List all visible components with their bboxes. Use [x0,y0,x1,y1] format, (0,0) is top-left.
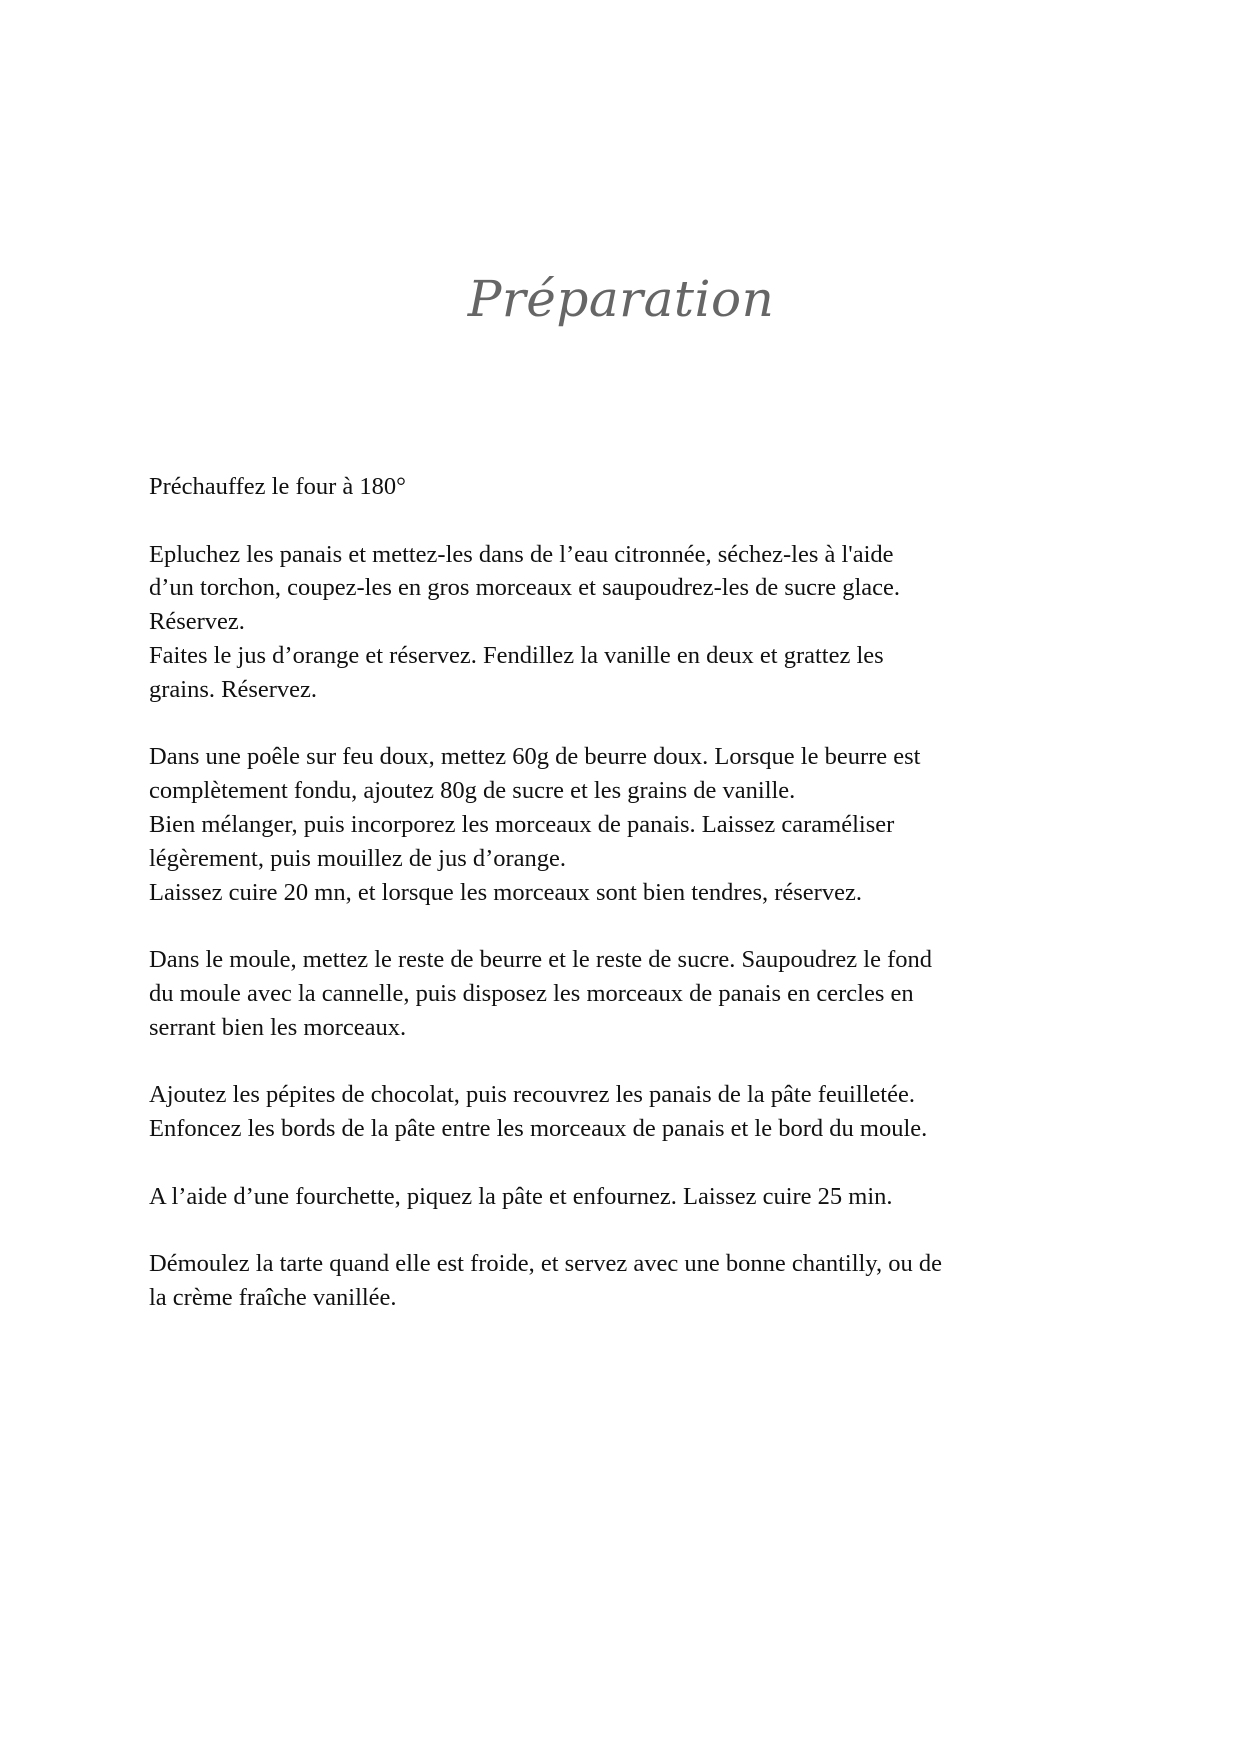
text-line: Ajoutez les pépites de chocolat, puis recouvrez les panais de la pâte feuilletée. [149,1081,915,1109]
text-line: d’un torchon, coupez-les en gros morceaux et saupoudrez-les de sucre glace. [149,574,901,602]
paragraph-mold [149,943,1109,1044]
text-line: Laissez cuire 20 mn, et lorsque les morceaux sont bien tendres, réservez. [149,878,862,906]
recipe-body [149,470,1109,1349]
paragraph-prepare-parsnips [149,538,1109,707]
text-line: Dans le moule, mettez le reste de beurre et le reste de sucre. Saupoudrez le fond [149,946,932,974]
text-line: Faites le jus d’orange et réservez. Fendillez la vanille en deux et grattez les [149,641,884,669]
page-title: Préparation [467,270,775,328]
paragraph-pastry [149,1078,1109,1146]
text-line: légèrement, puis mouillez de jus d’orange. [149,844,567,872]
paragraph-preheat [149,470,1109,504]
text-line: A l’aide d’une fourchette, piquez la pâte et enfournez. Laissez cuire 25 min. [149,1182,893,1210]
text-line: serrant bien les morceaux. [149,1013,407,1041]
text-line: Réservez. [149,608,245,636]
text-line: grains. Réservez. [149,675,318,703]
text-line: Préchauffez le four à 180° [149,473,406,500]
text-line: Démoulez la tarte quand elle est froide, et servez avec une bonne chantilly, ou de [149,1250,942,1278]
text-line: Dans une poêle sur feu doux, mettez 60g de beurre doux. Lorsque le beurre est [149,743,921,771]
paragraph-serve [149,1247,1109,1315]
text-line: du moule avec la cannelle, puis disposez les morceaux de panais en cercles en [149,979,914,1007]
paragraph-bake [149,1180,1109,1214]
text-line: la crème fraîche vanillée. [149,1284,397,1312]
text-line: Bien mélanger, puis incorporez les morceaux de panais. Laissez caraméliser [149,810,895,838]
text-line: complètement fondu, ajoutez 80g de sucre et les grains de vanille. [149,777,796,805]
text-line: Epluchez les panais et mettez-les dans de l’eau citronnée, séchez-les à l'aide [149,540,894,568]
text-line: Enfoncez les bords de la pâte entre les morceaux de panais et le bord du moule. [149,1115,928,1143]
paragraph-caramelize [149,740,1109,909]
